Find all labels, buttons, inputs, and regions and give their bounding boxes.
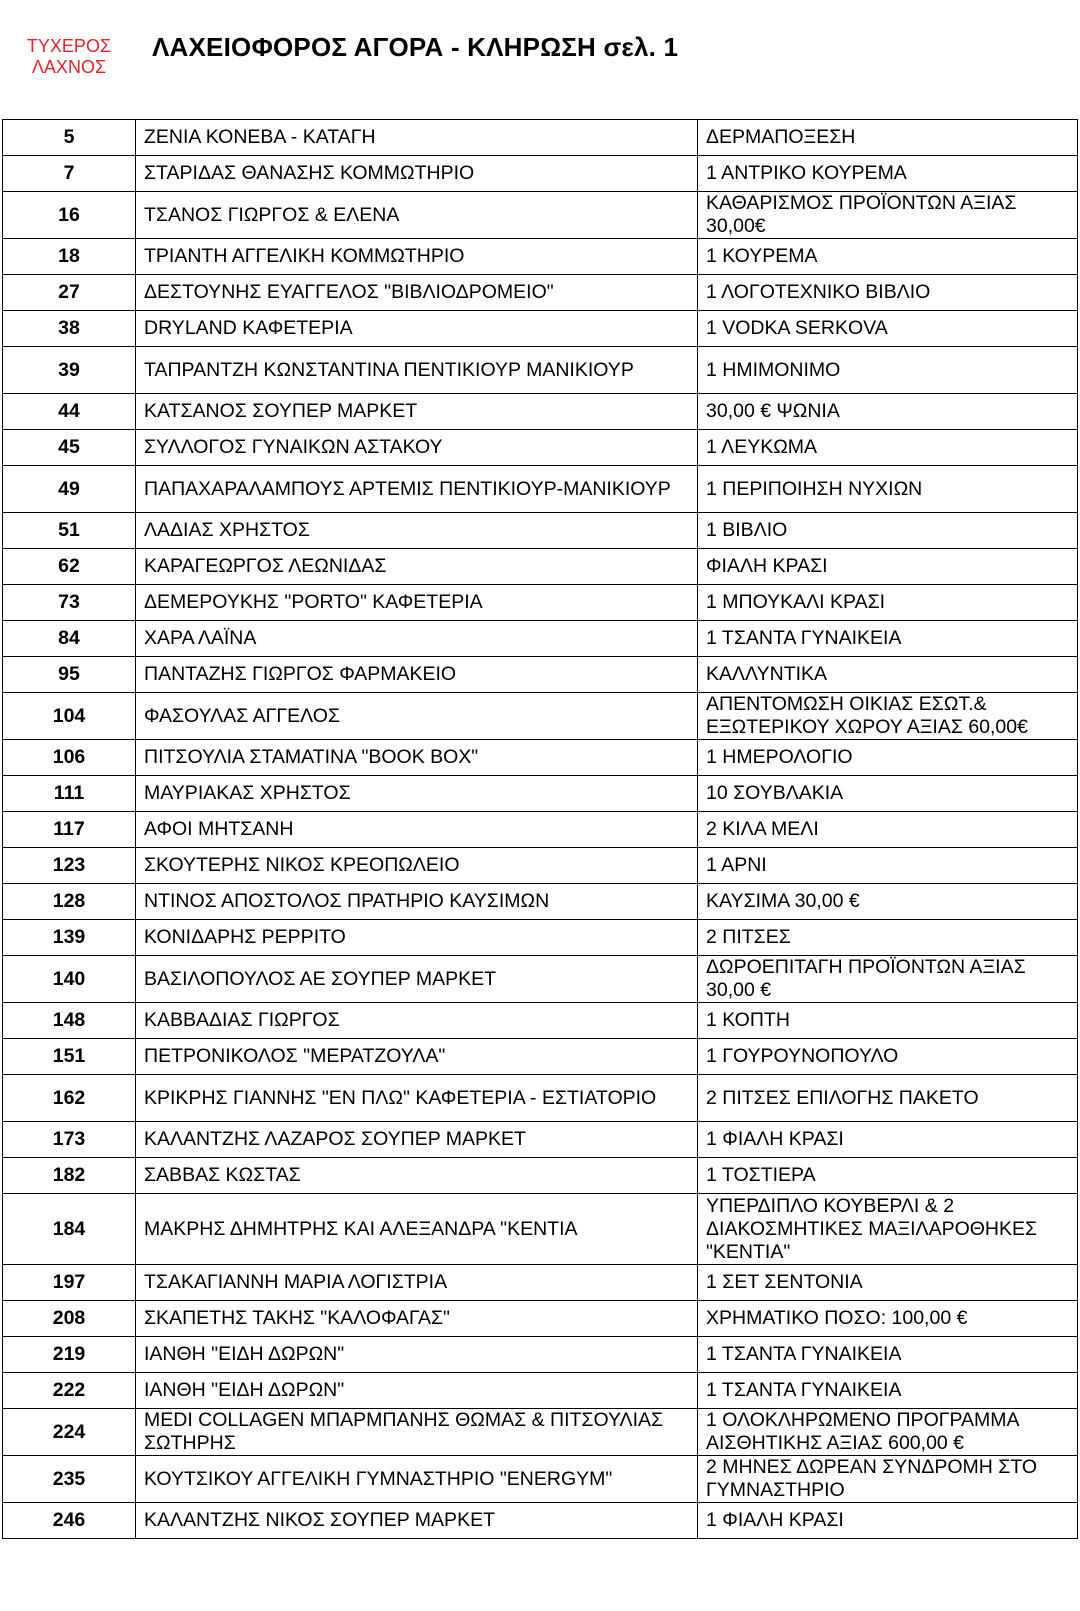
sponsor-name: ΚΡΙΚΡΗΣ ΓΙΑΝΝΗΣ "ΕΝ ΠΛΩ" ΚΑΦΕΤΕΡΙΑ - ΕΣΤΙΑΤΟΡΙΟ (136, 1075, 698, 1122)
prize-description: 1 ΣΕΤ ΣΕΝΤΟΝΙΑ (698, 1265, 1078, 1301)
table-row (3, 192, 1078, 239)
sponsor-name: ΣΚΑΠΕΤΗΣ ΤΑΚΗΣ "ΚΑΛΟΦΑΓΑΣ" (136, 1301, 698, 1337)
sponsor-name: DRYLAND ΚΑΦΕΤΕΡΙΑ (136, 311, 698, 347)
table-row (3, 1409, 1078, 1456)
table-row (3, 1039, 1078, 1075)
sponsor-name: ΚΑΛΑΝΤΖΗΣ ΝΙΚΟΣ ΣΟΥΠΕΡ ΜΑΡΚΕΤ (136, 1503, 698, 1539)
table-row (3, 740, 1078, 776)
prize-description: 1 ΑΡΝΙ (698, 848, 1078, 884)
lottery-results-body (3, 120, 1078, 1539)
ticket-number: 5 (3, 120, 136, 156)
sponsor-name: ΜΑΥΡΙΑΚΑΣ ΧΡΗΣΤΟΣ (136, 776, 698, 812)
prize-description: 1 ΚΟΠΤΗ (698, 1003, 1078, 1039)
sponsor-name: ΚΟΝΙΔΑΡΗΣ ΡΕΡΡΙΤΟ (136, 920, 698, 956)
sponsor-name: ΜΑΚΡΗΣ ΔΗΜΗΤΡΗΣ ΚΑΙ ΑΛΕΞΑΝΔΡΑ "ΚΕΝΤΙΑ (136, 1194, 698, 1265)
sponsor-name: ΣΥΛΛΟΓΟΣ ΓΥΝΑΙΚΩΝ ΑΣΤΑΚΟΥ (136, 430, 698, 466)
sponsor-name: ΑΦΟΙ ΜΗΤΣΑΝΗ (136, 812, 698, 848)
sponsor-name: ΔΕΜΕΡΟΥΚΗΣ "PORTO" ΚΑΦΕΤΕΡΙΑ (136, 585, 698, 621)
table-row (3, 1158, 1078, 1194)
prize-description: 1 ΓΟΥΡΟΥΝΟΠΟΥΛΟ (698, 1039, 1078, 1075)
sponsor-name: ΦΑΣΟΥΛΑΣ ΑΓΓΕΛΟΣ (136, 693, 698, 740)
page-header (0, 0, 1080, 110)
prize-description: 1 ΤΣΑΝΤΑ ΓΥΝΑΙΚΕΙΑ (698, 621, 1078, 657)
prize-description: ΧΡΗΜΑΤΙΚΟ ΠΟΣΟ: 100,00 € (698, 1301, 1078, 1337)
prize-description: 1 ΤΣΑΝΤΑ ΓΥΝΑΙΚΕΙΑ (698, 1337, 1078, 1373)
ticket-number: 7 (3, 156, 136, 192)
ticket-number: 73 (3, 585, 136, 621)
prize-description: 1 ΛΕΥΚΩΜΑ (698, 430, 1078, 466)
ticket-number: 219 (3, 1337, 136, 1373)
ticket-number: 197 (3, 1265, 136, 1301)
table-row (3, 657, 1078, 693)
table-row (3, 1003, 1078, 1039)
ticket-number: 182 (3, 1158, 136, 1194)
prize-description: 1 ΗΜΕΡΟΛΟΓΙΟ (698, 740, 1078, 776)
ticket-number: 184 (3, 1194, 136, 1265)
sponsor-name: ΝΤΙΝΟΣ ΑΠΟΣΤΟΛΟΣ ΠΡΑΤΗΡΙΟ ΚΑΥΣΙΜΩΝ (136, 884, 698, 920)
sponsor-name: ΚΑΛΑΝΤΖΗΣ ΛΑΖΑΡΟΣ ΣΟΥΠΕΡ ΜΑΡΚΕΤ (136, 1122, 698, 1158)
prize-description: ΚΑΥΣΙΜΑ 30,00 € (698, 884, 1078, 920)
sponsor-name: ΚΑΤΣΑΝΟΣ ΣΟΥΠΕΡ ΜΑΡΚΕΤ (136, 394, 698, 430)
ticket-number: 111 (3, 776, 136, 812)
table-row (3, 156, 1078, 192)
sponsor-name: ΚΟΥΤΣΙΚΟΥ ΑΓΓΕΛΙΚΗ ΓΥΜΝΑΣΤΗΡΙΟ "ENERGYM" (136, 1456, 698, 1503)
table-row (3, 120, 1078, 156)
table-row (3, 394, 1078, 430)
table-row (3, 776, 1078, 812)
table-row (3, 1194, 1078, 1265)
prize-description: ΔΩΡΟΕΠΙΤΑΓΗ ΠΡΟΪΟΝΤΩΝ ΑΞΙΑΣ 30,00 € (698, 956, 1078, 1003)
prize-description: 1 ΦΙΑΛΗ ΚΡΑΣΙ (698, 1503, 1078, 1539)
prize-description: 2 ΚΙΛΑ ΜΕΛΙ (698, 812, 1078, 848)
table-row (3, 1075, 1078, 1122)
prize-description: 1 ΟΛΟΚΛΗΡΩΜΕΝΟ ΠΡΟΓΡΑΜΜΑ ΑΙΣΘΗΤΙΚΗΣ ΑΞΙΑΣ 600,00 € (698, 1409, 1078, 1456)
table-row (3, 466, 1078, 513)
sponsor-name: ΒΑΣΙΛΟΠΟΥΛΟΣ ΑΕ ΣΟΥΠΕΡ ΜΑΡΚΕΤ (136, 956, 698, 1003)
prize-description: 1 ΒΙΒΛΙΟ (698, 513, 1078, 549)
ticket-number: 27 (3, 275, 136, 311)
sponsor-name: ΣΑΒΒΑΣ ΚΩΣΤΑΣ (136, 1158, 698, 1194)
ticket-number: 44 (3, 394, 136, 430)
table-row (3, 1373, 1078, 1409)
sponsor-name: ΧΑΡΑ ΛΑΪΝΑ (136, 621, 698, 657)
ticket-number: 84 (3, 621, 136, 657)
table-row (3, 347, 1078, 394)
ticket-number: 235 (3, 1456, 136, 1503)
brand-logo-text (24, 36, 114, 78)
table-row (3, 549, 1078, 585)
prize-description: 1 ΛΟΓΟΤΕΧΝΙΚΟ ΒΙΒΛΙΟ (698, 275, 1078, 311)
ticket-number: 224 (3, 1409, 136, 1456)
page-title: ΛΑΧΕΙΟΦΟΡΟΣ ΑΓΟΡΑ - ΚΛΗΡΩΣΗ σελ. 1 (152, 32, 679, 62)
ticket-number: 246 (3, 1503, 136, 1539)
table-row (3, 956, 1078, 1003)
prize-description: 1 ΜΠΟΥΚΑΛΙ ΚΡΑΣΙ (698, 585, 1078, 621)
sponsor-name: ΠΑΠΑΧΑΡΑΛΑΜΠΟΥΣ ΑΡΤΕΜΙΣ ΠΕΝΤΙΚΙΟΥΡ-ΜΑΝΙΚΙΟΥΡ (136, 466, 698, 513)
prize-description: ΔΕΡΜΑΠΟΞΕΣΗ (698, 120, 1078, 156)
prize-description: 1 ΑΝΤΡΙΚΟ ΚΟΥΡΕΜΑ (698, 156, 1078, 192)
ticket-number: 49 (3, 466, 136, 513)
prize-description: 10 ΣΟΥΒΛΑΚΙΑ (698, 776, 1078, 812)
table-row (3, 1337, 1078, 1373)
prize-description: 30,00 € ΨΩΝΙΑ (698, 394, 1078, 430)
table-row (3, 1301, 1078, 1337)
table-row (3, 693, 1078, 740)
sponsor-name: ΣΚΟΥΤΕΡΗΣ ΝΙΚΟΣ ΚΡΕΟΠΩΛΕΙΟ (136, 848, 698, 884)
sponsor-name: ΤΡΙΑΝΤΗ ΑΓΓΕΛΙΚΗ ΚΟΜΜΩΤΗΡΙΟ (136, 239, 698, 275)
brand-line-1: ΤΥΧΕΡΟΣ (26, 36, 112, 56)
sponsor-name: ΠΑΝΤΑΖΗΣ ΓΙΩΡΓΟΣ ΦΑΡΜΑΚΕΙΟ (136, 657, 698, 693)
prize-description: 1 ΗΜΙΜΟΝΙΜΟ (698, 347, 1078, 394)
prize-description: ΚΑΛΛΥΝΤΙΚΑ (698, 657, 1078, 693)
ticket-number: 148 (3, 1003, 136, 1039)
sponsor-name: ΠΕΤΡΟΝΙΚΟΛΟΣ "ΜΕΡΑΤΖΟΥΛΑ" (136, 1039, 698, 1075)
ticket-number: 208 (3, 1301, 136, 1337)
sponsor-name: ΛΑΔΙΑΣ ΧΡΗΣΤΟΣ (136, 513, 698, 549)
ticket-number: 117 (3, 812, 136, 848)
ticket-number: 173 (3, 1122, 136, 1158)
sponsor-name: ΙΑΝΘΗ "ΕΙΔΗ ΔΩΡΩΝ" (136, 1373, 698, 1409)
ticket-number: 45 (3, 430, 136, 466)
table-row (3, 585, 1078, 621)
sponsor-name: ΙΑΝΘΗ "ΕΙΔΗ ΔΩΡΩΝ" (136, 1337, 698, 1373)
table-row (3, 275, 1078, 311)
prize-description: ΥΠΕΡΔΙΠΛΟ ΚΟΥΒΕΡΛΙ & 2 ΔΙΑΚΟΣΜΗΤΙΚΕΣ ΜΑΞΙΛΑΡΟΘΗΚΕΣ "ΚΕΝΤΙΑ" (698, 1194, 1078, 1265)
table-row (3, 884, 1078, 920)
prize-description: 1 ΤΣΑΝΤΑ ΓΥΝΑΙΚΕΙΑ (698, 1373, 1078, 1409)
sponsor-name: ΣΤΑΡΙΔΑΣ ΘΑΝΑΣΗΣ ΚΟΜΜΩΤΗΡΙΟ (136, 156, 698, 192)
ticket-number: 95 (3, 657, 136, 693)
table-row (3, 1122, 1078, 1158)
ticket-number: 106 (3, 740, 136, 776)
prize-description: ΑΠΕΝΤΟΜΩΣΗ ΟΙΚΙΑΣ ΕΣΩΤ.& ΕΞΩΤΕΡΙΚΟΥ ΧΩΡΟΥ ΑΞΙΑΣ 60,00€ (698, 693, 1078, 740)
ticket-number: 18 (3, 239, 136, 275)
table-row (3, 239, 1078, 275)
table-row (3, 848, 1078, 884)
lottery-results-table (2, 119, 1078, 1539)
sponsor-name: ΤΣΑΚΑΓΙΑΝΝΗ ΜΑΡΙΑ ΛΟΓΙΣΤΡΙΑ (136, 1265, 698, 1301)
table-row (3, 621, 1078, 657)
prize-description: ΦΙΑΛΗ ΚΡΑΣΙ (698, 549, 1078, 585)
ticket-number: 51 (3, 513, 136, 549)
sponsor-name: ΤΣΑΝΟΣ ΓΙΩΡΓΟΣ & ΕΛΕΝΑ (136, 192, 698, 239)
sponsor-name: ΚΑΒΒΑΔΙΑΣ ΓΙΩΡΓΟΣ (136, 1003, 698, 1039)
brand-line-2: ΛΑΧΝΟΣ (31, 57, 107, 77)
ticket-number: 39 (3, 347, 136, 394)
table-row (3, 812, 1078, 848)
sponsor-name: ΠΙΤΣΟΥΛΙΑ ΣΤΑΜΑΤΙΝΑ "BOOK BOX" (136, 740, 698, 776)
table-row (3, 1456, 1078, 1503)
ticket-number: 104 (3, 693, 136, 740)
table-row (3, 1503, 1078, 1539)
sponsor-name: ΚΑΡΑΓΕΩΡΓΟΣ ΛΕΩΝΙΔΑΣ (136, 549, 698, 585)
ticket-number: 62 (3, 549, 136, 585)
table-row (3, 1265, 1078, 1301)
prize-description: 2 ΜΗΝΕΣ ΔΩΡΕΑΝ ΣΥΝΔΡΟΜΗ ΣΤΟ ΓΥΜΝΑΣΤΗΡΙΟ (698, 1456, 1078, 1503)
ticket-number: 38 (3, 311, 136, 347)
table-row (3, 513, 1078, 549)
table-row (3, 920, 1078, 956)
prize-description: 2 ΠΙΤΣΕΣ (698, 920, 1078, 956)
ticket-number: 222 (3, 1373, 136, 1409)
prize-description: 1 ΚΟΥΡΕΜΑ (698, 239, 1078, 275)
prize-description: 1 ΦΙΑΛΗ ΚΡΑΣΙ (698, 1122, 1078, 1158)
ticket-number: 123 (3, 848, 136, 884)
prize-description: ΚΑΘΑΡΙΣΜΟΣ ΠΡΟΪΟΝΤΩΝ ΑΞΙΑΣ 30,00€ (698, 192, 1078, 239)
ticket-number: 139 (3, 920, 136, 956)
prize-description: 1 ΤΟΣΤΙΕΡΑ (698, 1158, 1078, 1194)
ticket-number: 16 (3, 192, 136, 239)
sponsor-name: ΔΕΣΤΟΥΝΗΣ ΕΥΑΓΓΕΛΟΣ "ΒΙΒΛΙΟΔΡΟΜΕΙΟ" (136, 275, 698, 311)
prize-description: 1 VODKA SERKOVA (698, 311, 1078, 347)
table-row (3, 430, 1078, 466)
sponsor-name: MEDI COLLAGEN ΜΠΑΡΜΠΑΝΗΣ ΘΩΜΑΣ & ΠΙΤΣΟΥΛΙΑΣ ΣΩΤΗΡΗΣ (136, 1409, 698, 1456)
ticket-number: 140 (3, 956, 136, 1003)
table-row (3, 311, 1078, 347)
prize-description: 1 ΠΕΡΙΠΟΙΗΣΗ ΝΥΧΙΩΝ (698, 466, 1078, 513)
sponsor-name: ΖΕΝΙΑ ΚΟΝΕΒΑ - ΚΑΤΑΓΗ (136, 120, 698, 156)
prize-description: 2 ΠΙΤΣΕΣ ΕΠΙΛΟΓΗΣ ΠΑΚΕΤΟ (698, 1075, 1078, 1122)
ticket-number: 128 (3, 884, 136, 920)
ticket-number: 151 (3, 1039, 136, 1075)
sponsor-name: ΤΑΠΡΑΝΤΖΗ ΚΩΝΣΤΑΝΤΙΝΑ ΠΕΝΤΙΚΙΟΥΡ ΜΑΝΙΚΙΟΥΡ (136, 347, 698, 394)
ticket-number: 162 (3, 1075, 136, 1122)
